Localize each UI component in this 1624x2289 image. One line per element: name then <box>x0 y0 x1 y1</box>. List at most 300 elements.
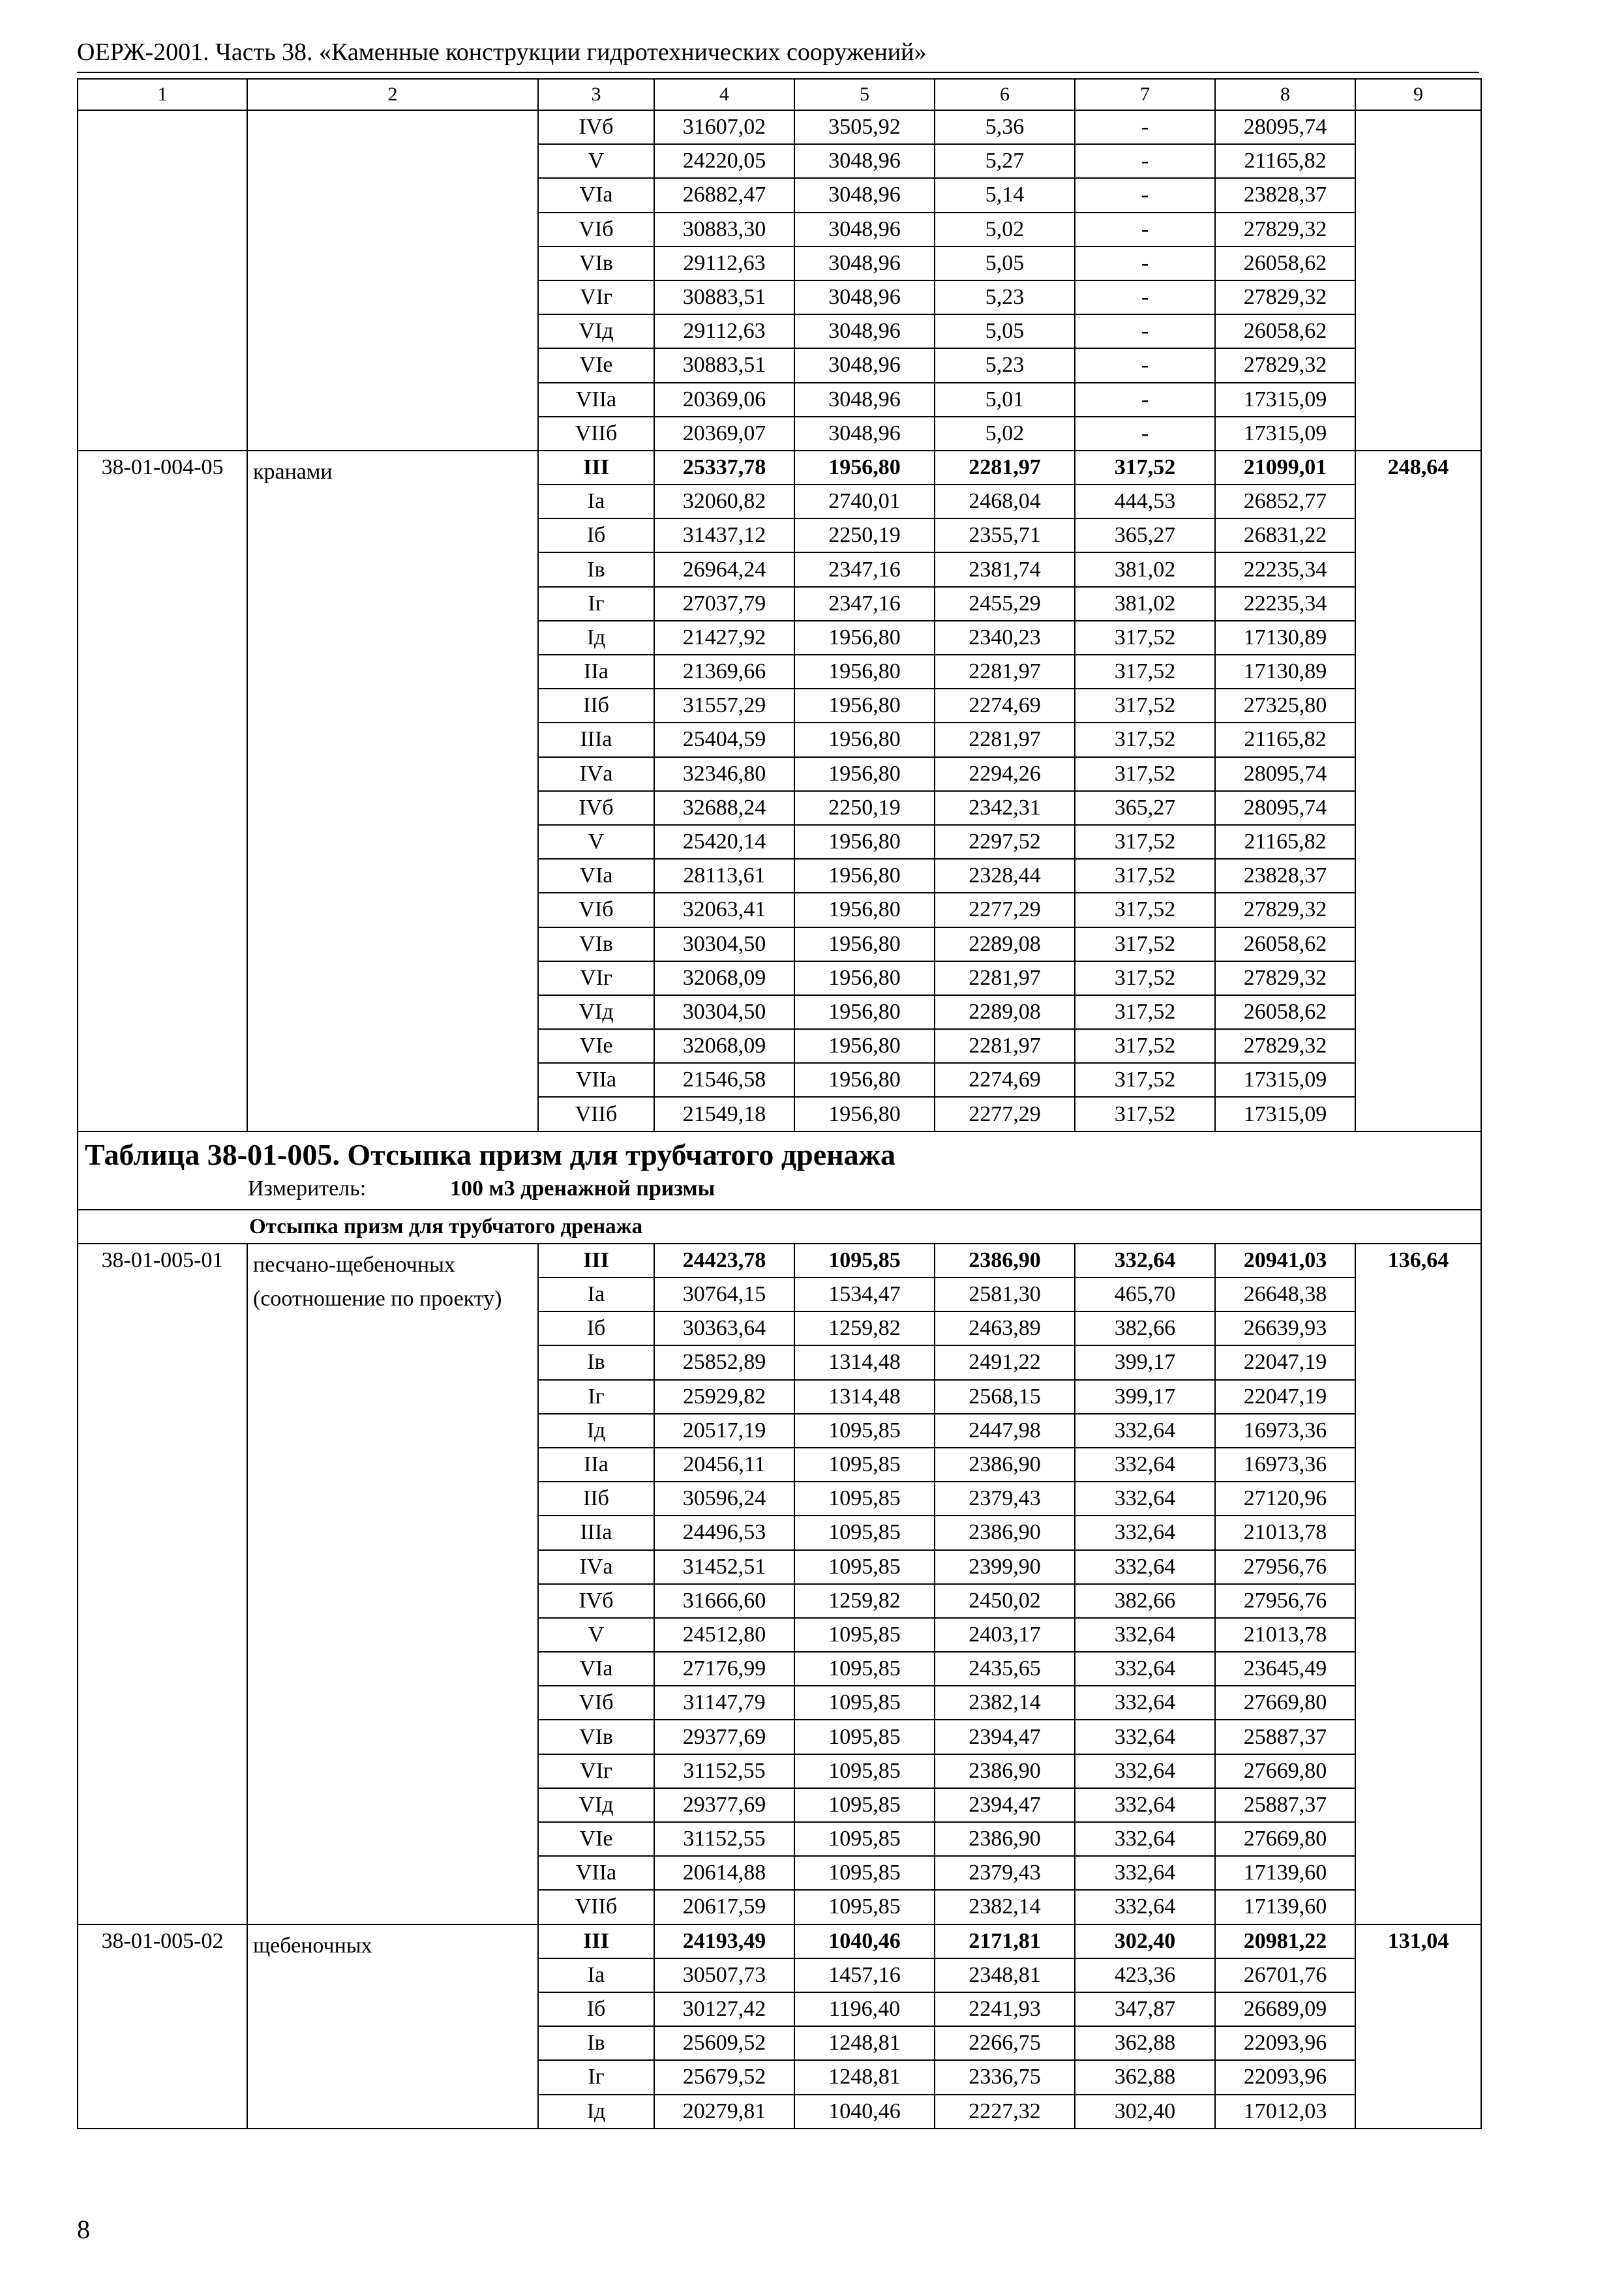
value-cell: 17315,09 <box>1215 383 1355 417</box>
value-cell: 17130,89 <box>1215 655 1355 689</box>
measure-value: 100 м3 дренажной призмы <box>450 1176 715 1201</box>
value-cell: 25337,78 <box>654 451 794 485</box>
value-cell: 1095,85 <box>794 1482 935 1516</box>
value-cell: 1259,82 <box>794 1311 935 1345</box>
zone-cell: Iд <box>538 1414 654 1448</box>
value-cell: 2463,89 <box>935 1311 1075 1345</box>
value-cell: 1040,46 <box>794 2095 935 2129</box>
zone-cell: IVа <box>538 757 654 791</box>
value-cell: 3048,96 <box>794 417 935 451</box>
table-title: Таблица 38-01-005. Отсыпка призм для трубчатого дренажа <box>85 1137 896 1171</box>
value-cell: 20369,06 <box>654 383 794 417</box>
value-cell: 3048,96 <box>794 144 935 178</box>
zone-cell: IIIа <box>538 1516 654 1549</box>
zone-cell: VIе <box>538 1029 654 1063</box>
value-cell: 382,66 <box>1075 1584 1215 1618</box>
table-row <box>78 451 1481 485</box>
zone-cell: III <box>538 451 654 485</box>
zone-cell: Iб <box>538 1311 654 1345</box>
rate-code-cell: 38-01-004-05 <box>78 451 247 1131</box>
zone-cell: VIд <box>538 995 654 1029</box>
value-cell: - <box>1075 348 1215 382</box>
zone-cell: IVа <box>538 1550 654 1584</box>
value-cell: 22235,34 <box>1215 587 1355 621</box>
value-cell: 27669,80 <box>1215 1754 1355 1788</box>
value-cell: 1956,80 <box>794 961 935 995</box>
value-cell: 2450,02 <box>935 1584 1075 1618</box>
value-cell: 1095,85 <box>794 1788 935 1822</box>
value-cell: 23828,37 <box>1215 178 1355 212</box>
value-cell: 30764,15 <box>654 1278 794 1311</box>
value-cell: 365,27 <box>1075 518 1215 552</box>
value-cell: 27829,32 <box>1215 961 1355 995</box>
value-cell: 30127,42 <box>654 1992 794 2026</box>
value-cell: 27037,79 <box>654 587 794 621</box>
value-cell: 2740,01 <box>794 485 935 518</box>
value-cell: 1956,80 <box>794 927 935 961</box>
value-cell: 1248,81 <box>794 2026 935 2060</box>
value-cell: 2328,44 <box>935 859 1075 893</box>
value-cell: 20981,22 <box>1215 1924 1355 1958</box>
value-cell: - <box>1075 314 1215 348</box>
value-cell: 26882,47 <box>654 178 794 212</box>
value-cell: 26689,09 <box>1215 1992 1355 2026</box>
work-name-cell <box>247 110 538 451</box>
value-cell: 27829,32 <box>1215 280 1355 314</box>
value-cell: 1095,85 <box>794 1448 935 1482</box>
zone-cell: Iг <box>538 2060 654 2094</box>
value-cell: - <box>1075 247 1215 280</box>
value-cell: 317,52 <box>1075 995 1215 1029</box>
value-cell: 362,88 <box>1075 2060 1215 2094</box>
rate-code-cell: 38-01-005-01 <box>78 1244 247 1924</box>
value-cell: 423,36 <box>1075 1958 1215 1992</box>
value-cell: 2379,43 <box>935 1856 1075 1890</box>
value-cell: 22093,96 <box>1215 2026 1355 2060</box>
measure-row <box>85 1174 1474 1204</box>
value-cell: 25852,89 <box>654 1345 794 1379</box>
zone-cell: VIг <box>538 1754 654 1788</box>
value-cell: 3048,96 <box>794 314 935 348</box>
value-cell: 2277,29 <box>935 893 1075 927</box>
value-cell: 2386,90 <box>935 1448 1075 1482</box>
value-cell: 22093,96 <box>1215 2060 1355 2094</box>
column-number: 5 <box>794 79 935 110</box>
value-cell: 5,23 <box>935 348 1075 382</box>
rate-code-cell <box>78 110 247 451</box>
subheading-cell <box>78 1210 1481 1244</box>
value-cell: 17130,89 <box>1215 621 1355 655</box>
value-cell: 1956,80 <box>794 859 935 893</box>
value-cell: 332,64 <box>1075 1414 1215 1448</box>
value-cell: 2348,81 <box>935 1958 1075 1992</box>
value-cell: 26964,24 <box>654 552 794 586</box>
value-cell: 20617,59 <box>654 1890 794 1924</box>
value-cell: 5,36 <box>935 110 1075 144</box>
value-cell: 1040,46 <box>794 1924 935 1958</box>
value-cell: 22047,19 <box>1215 1380 1355 1414</box>
value-cell: 1956,80 <box>794 1029 935 1063</box>
subheading-row <box>78 1210 1481 1244</box>
value-cell: 27669,80 <box>1215 1686 1355 1720</box>
value-cell: 31437,12 <box>654 518 794 552</box>
rate-code-cell: 38-01-005-02 <box>78 1924 247 2129</box>
value-cell: 26058,62 <box>1215 995 1355 1029</box>
value-cell: 1095,85 <box>794 1720 935 1754</box>
zone-cell: VIа <box>538 1652 654 1686</box>
zone-cell: VIа <box>538 178 654 212</box>
value-cell: 2382,14 <box>935 1686 1075 1720</box>
value-cell: 2274,69 <box>935 689 1075 723</box>
value-cell: 1095,85 <box>794 1550 935 1584</box>
value-cell: 2581,30 <box>935 1278 1075 1311</box>
zone-cell: IIа <box>538 1448 654 1482</box>
table-row <box>78 110 1481 144</box>
value-cell: 26701,76 <box>1215 1958 1355 1992</box>
zone-cell: V <box>538 144 654 178</box>
zone-cell: Iб <box>538 1992 654 2026</box>
value-cell: 20456,11 <box>654 1448 794 1482</box>
value-cell: 317,52 <box>1075 757 1215 791</box>
value-cell: - <box>1075 144 1215 178</box>
value-cell: 1956,80 <box>794 451 935 485</box>
zone-cell: V <box>538 1618 654 1652</box>
column-number: 2 <box>247 79 538 110</box>
value-cell: 31607,02 <box>654 110 794 144</box>
value-cell: 2250,19 <box>794 518 935 552</box>
value-cell: 2347,16 <box>794 587 935 621</box>
value-cell: 27325,80 <box>1215 689 1355 723</box>
zone-cell: VIе <box>538 1822 654 1856</box>
value-cell: 28095,74 <box>1215 110 1355 144</box>
value-cell: 332,64 <box>1075 1822 1215 1856</box>
zone-cell: IIа <box>538 655 654 689</box>
value-cell: 332,64 <box>1075 1618 1215 1652</box>
value-cell: 1248,81 <box>794 2060 935 2094</box>
column-number: 9 <box>1355 79 1481 110</box>
value-cell: 1314,48 <box>794 1380 935 1414</box>
zone-cell: VIб <box>538 1686 654 1720</box>
value-cell: 3048,96 <box>794 383 935 417</box>
value-cell: 2336,75 <box>935 2060 1075 2094</box>
value-cell: 317,52 <box>1075 1063 1215 1097</box>
value-cell: 1956,80 <box>794 621 935 655</box>
value-cell: 24220,05 <box>654 144 794 178</box>
zone-cell: VIе <box>538 348 654 382</box>
value-cell: 31147,79 <box>654 1686 794 1720</box>
value-cell: 2381,74 <box>935 552 1075 586</box>
value-cell: 31152,55 <box>654 1822 794 1856</box>
value-cell: 317,52 <box>1075 451 1215 485</box>
value-cell: 1314,48 <box>794 1345 935 1379</box>
section-header-cell <box>78 1131 1481 1210</box>
value-cell: 32068,09 <box>654 1029 794 1063</box>
zone-cell: Iд <box>538 2095 654 2129</box>
value-cell: 3048,96 <box>794 280 935 314</box>
value-cell: - <box>1075 383 1215 417</box>
value-cell: 317,52 <box>1075 825 1215 859</box>
value-cell: 332,64 <box>1075 1244 1215 1278</box>
zone-cell: VIIа <box>538 1856 654 1890</box>
value-cell: 365,27 <box>1075 791 1215 825</box>
value-cell: 32063,41 <box>654 893 794 927</box>
value-cell: 1095,85 <box>794 1822 935 1856</box>
value-cell: 2382,14 <box>935 1890 1075 1924</box>
header-rule <box>77 72 1479 73</box>
value-cell: 29377,69 <box>654 1720 794 1754</box>
work-name-cell: кранами <box>247 451 538 1131</box>
value-cell: 2386,90 <box>935 1754 1075 1788</box>
value-cell: 2266,75 <box>935 2026 1075 2060</box>
value-cell: 17315,09 <box>1215 1063 1355 1097</box>
value-cell: 317,52 <box>1075 927 1215 961</box>
value-cell: 2340,23 <box>935 621 1075 655</box>
zone-cell: VIб <box>538 893 654 927</box>
page-header-title: ОЕРЖ-2001. Часть 38. «Каменные конструкции гидротехнических сооружений» <box>77 38 927 66</box>
labor-cost-cell: 131,04 <box>1355 1924 1481 2129</box>
value-cell: 317,52 <box>1075 655 1215 689</box>
value-cell: 332,64 <box>1075 1482 1215 1516</box>
value-cell: 1956,80 <box>794 655 935 689</box>
value-cell: 20614,88 <box>654 1856 794 1890</box>
value-cell: 30596,24 <box>654 1482 794 1516</box>
value-cell: 2281,97 <box>935 723 1075 756</box>
labor-cost-cell: 248,64 <box>1355 451 1481 1131</box>
value-cell: 27829,32 <box>1215 213 1355 247</box>
value-cell: 16973,36 <box>1215 1414 1355 1448</box>
value-cell: 2277,29 <box>935 1097 1075 1131</box>
value-cell: 2491,22 <box>935 1345 1075 1379</box>
value-cell: 2281,97 <box>935 655 1075 689</box>
value-cell: 25929,82 <box>654 1380 794 1414</box>
page-number: 8 <box>77 2215 90 2244</box>
value-cell: 23828,37 <box>1215 859 1355 893</box>
value-cell: 332,64 <box>1075 1686 1215 1720</box>
value-cell: 25609,52 <box>654 2026 794 2060</box>
labor-cost-cell: 136,64 <box>1355 1244 1481 1924</box>
value-cell: 317,52 <box>1075 859 1215 893</box>
value-cell: 30883,30 <box>654 213 794 247</box>
value-cell: - <box>1075 417 1215 451</box>
zone-cell: Iб <box>538 518 654 552</box>
value-cell: 1095,85 <box>794 1414 935 1448</box>
zone-cell: IIIа <box>538 723 654 756</box>
value-cell: 1095,85 <box>794 1754 935 1788</box>
value-cell: 1457,16 <box>794 1958 935 1992</box>
value-cell: 2281,97 <box>935 451 1075 485</box>
value-cell: 25887,37 <box>1215 1788 1355 1822</box>
value-cell: 26058,62 <box>1215 314 1355 348</box>
value-cell: 24193,49 <box>654 1924 794 1958</box>
value-cell: 2455,29 <box>935 587 1075 621</box>
value-cell: 20517,19 <box>654 1414 794 1448</box>
value-cell: 2250,19 <box>794 791 935 825</box>
value-cell: 30507,73 <box>654 1958 794 1992</box>
value-cell: 30883,51 <box>654 348 794 382</box>
value-cell: 5,14 <box>935 178 1075 212</box>
value-cell: 2281,97 <box>935 1029 1075 1063</box>
value-cell: 5,05 <box>935 247 1075 280</box>
zone-cell: VIв <box>538 927 654 961</box>
zone-cell: VIв <box>538 247 654 280</box>
value-cell: 1095,85 <box>794 1618 935 1652</box>
value-cell: 5,05 <box>935 314 1075 348</box>
value-cell: 21165,82 <box>1215 144 1355 178</box>
value-cell: 3505,92 <box>794 110 935 144</box>
value-cell: 27829,32 <box>1215 893 1355 927</box>
value-cell: 1259,82 <box>794 1584 935 1618</box>
value-cell: 2447,98 <box>935 1414 1075 1448</box>
value-cell: 332,64 <box>1075 1754 1215 1788</box>
value-cell: 2342,31 <box>935 791 1075 825</box>
value-cell: 25404,59 <box>654 723 794 756</box>
value-cell: 381,02 <box>1075 552 1215 586</box>
value-cell: 24512,80 <box>654 1618 794 1652</box>
value-cell: 2289,08 <box>935 927 1075 961</box>
column-number: 8 <box>1215 79 1355 110</box>
value-cell: 2403,17 <box>935 1618 1075 1652</box>
value-cell: 32346,80 <box>654 757 794 791</box>
value-cell: 2171,81 <box>935 1924 1075 1958</box>
zone-cell: VIа <box>538 859 654 893</box>
value-cell: 26058,62 <box>1215 927 1355 961</box>
value-cell: 32060,82 <box>654 485 794 518</box>
value-cell: 26058,62 <box>1215 247 1355 280</box>
value-cell: 2379,43 <box>935 1482 1075 1516</box>
value-cell: 317,52 <box>1075 723 1215 756</box>
zone-cell: VIIб <box>538 1097 654 1131</box>
value-cell: 302,40 <box>1075 2095 1215 2129</box>
value-cell: - <box>1075 213 1215 247</box>
value-cell: 399,17 <box>1075 1380 1215 1414</box>
value-cell: 1956,80 <box>794 757 935 791</box>
value-cell: 1095,85 <box>794 1686 935 1720</box>
value-cell: 21165,82 <box>1215 825 1355 859</box>
value-cell: 17315,09 <box>1215 1097 1355 1131</box>
value-cell: - <box>1075 280 1215 314</box>
value-cell: 26639,93 <box>1215 1311 1355 1345</box>
value-cell: 3048,96 <box>794 348 935 382</box>
subheading-text: Отсыпка призм для трубчатого дренажа <box>249 1214 643 1238</box>
value-cell: 31152,55 <box>654 1754 794 1788</box>
value-cell: 2227,32 <box>935 2095 1075 2129</box>
value-cell: 3048,96 <box>794 213 935 247</box>
zone-cell: Iа <box>538 1958 654 1992</box>
measure-label: Измеритель: <box>248 1176 367 1201</box>
value-cell: 3048,96 <box>794 178 935 212</box>
zone-cell: IIб <box>538 689 654 723</box>
value-cell: 2274,69 <box>935 1063 1075 1097</box>
value-cell: 2281,97 <box>935 961 1075 995</box>
zone-cell: Iа <box>538 1278 654 1311</box>
value-cell: 17139,60 <box>1215 1890 1355 1924</box>
value-cell: 5,01 <box>935 383 1075 417</box>
value-cell: 362,88 <box>1075 2026 1215 2060</box>
value-cell: 21165,82 <box>1215 723 1355 756</box>
zone-cell: IIб <box>538 1482 654 1516</box>
value-cell: 3048,96 <box>794 247 935 280</box>
value-cell: 2468,04 <box>935 485 1075 518</box>
zone-cell: III <box>538 1244 654 1278</box>
work-name-cell: щебеночных <box>247 1924 538 2129</box>
value-cell: 24496,53 <box>654 1516 794 1549</box>
value-cell: 1095,85 <box>794 1856 935 1890</box>
value-cell: 30883,51 <box>654 280 794 314</box>
value-cell: 1095,85 <box>794 1652 935 1686</box>
zone-cell: Iв <box>538 1345 654 1379</box>
value-cell: - <box>1075 178 1215 212</box>
value-cell: 24423,78 <box>654 1244 794 1278</box>
value-cell: 332,64 <box>1075 1788 1215 1822</box>
value-cell: 20941,03 <box>1215 1244 1355 1278</box>
zone-cell: VIв <box>538 1720 654 1754</box>
zone-cell: VIг <box>538 961 654 995</box>
value-cell: 332,64 <box>1075 1720 1215 1754</box>
value-cell: 27829,32 <box>1215 348 1355 382</box>
rates-table <box>77 78 1482 2129</box>
value-cell: 381,02 <box>1075 587 1215 621</box>
value-cell: 27120,96 <box>1215 1482 1355 1516</box>
zone-cell: VIд <box>538 314 654 348</box>
value-cell: 2289,08 <box>935 995 1075 1029</box>
value-cell: 2386,90 <box>935 1822 1075 1856</box>
value-cell: 1956,80 <box>794 689 935 723</box>
value-cell: 30304,50 <box>654 927 794 961</box>
zone-cell: IVб <box>538 1584 654 1618</box>
zone-cell: VIд <box>538 1788 654 1822</box>
value-cell: 17139,60 <box>1215 1856 1355 1890</box>
value-cell: 25887,37 <box>1215 1720 1355 1754</box>
value-cell: 1534,47 <box>794 1278 935 1311</box>
value-cell: 2386,90 <box>935 1516 1075 1549</box>
value-cell: 5,02 <box>935 213 1075 247</box>
value-cell: 2294,26 <box>935 757 1075 791</box>
value-cell: 25420,14 <box>654 825 794 859</box>
value-cell: 332,64 <box>1075 1652 1215 1686</box>
value-cell: 1095,85 <box>794 1516 935 1549</box>
column-number: 4 <box>654 79 794 110</box>
value-cell: 2355,71 <box>935 518 1075 552</box>
value-cell: 25679,52 <box>654 2060 794 2094</box>
value-cell: 2297,52 <box>935 825 1075 859</box>
value-cell: 382,66 <box>1075 1311 1215 1345</box>
value-cell: 27669,80 <box>1215 1822 1355 1856</box>
value-cell: 317,52 <box>1075 1029 1215 1063</box>
value-cell: 29112,63 <box>654 247 794 280</box>
value-cell: 21099,01 <box>1215 451 1355 485</box>
value-cell: 31666,60 <box>654 1584 794 1618</box>
value-cell: 1956,80 <box>794 723 935 756</box>
zone-cell: VIIа <box>538 1063 654 1097</box>
value-cell: 332,64 <box>1075 1550 1215 1584</box>
labor-cost-cell <box>1355 110 1481 451</box>
zone-cell: VIб <box>538 213 654 247</box>
value-cell: 465,70 <box>1075 1278 1215 1311</box>
value-cell: 20279,81 <box>654 2095 794 2129</box>
value-cell: 29112,63 <box>654 314 794 348</box>
value-cell: 31452,51 <box>654 1550 794 1584</box>
value-cell: 16973,36 <box>1215 1448 1355 1482</box>
value-cell: 27176,99 <box>654 1652 794 1686</box>
value-cell: 1956,80 <box>794 893 935 927</box>
value-cell: 1095,85 <box>794 1890 935 1924</box>
zone-cell: VIIб <box>538 417 654 451</box>
value-cell: 21369,66 <box>654 655 794 689</box>
table-row <box>78 1244 1481 1278</box>
value-cell: 17012,03 <box>1215 2095 1355 2129</box>
value-cell: 332,64 <box>1075 1856 1215 1890</box>
value-cell: 21013,78 <box>1215 1618 1355 1652</box>
